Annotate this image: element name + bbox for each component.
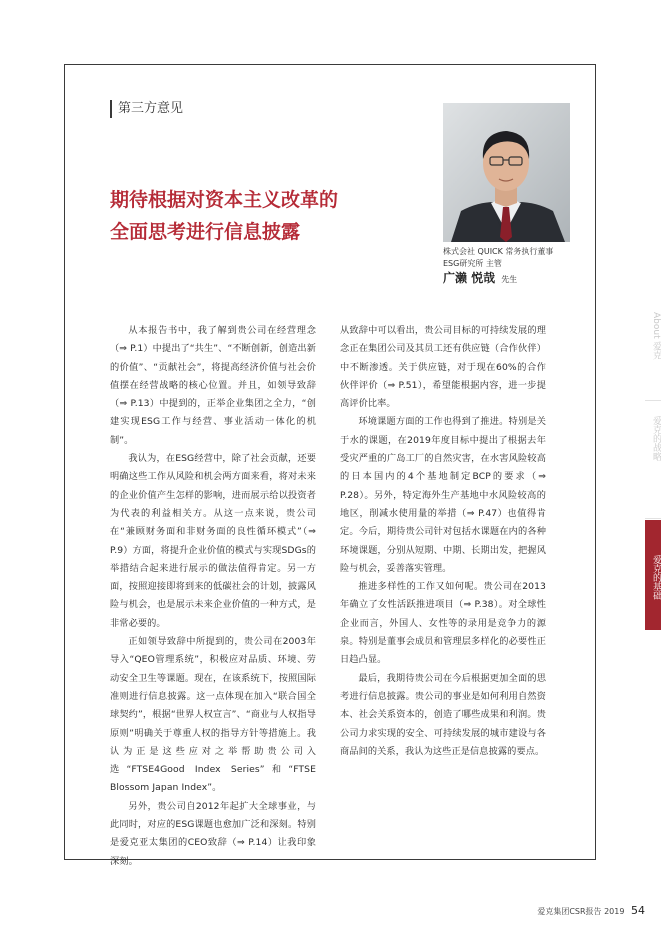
person-name-line [443,272,583,286]
honorific: 先生 [501,275,518,284]
paragraph: 另外，贵公司自2012年起扩大全球事业，与此同时，对应的ESG课题也愈加广泛和深刻。特别是爱克亚太集团的CEO致辞（⇒ P.14）让我印象深刻。 [110,800,316,867]
section-label: 第三方意见 [110,100,183,118]
portrait-illustration [443,103,570,242]
paragraph: 环境课题方面的工作也得到了推进。特别是关于水的课题，在2019年度目标中提出了根据去年受灾严重的广岛工厂的自然灾害，在水害风险较高的日本国内的4个基地制定BCP的要求（⇒ P.28）。另外，特定海外生产基地中水风险较高的地区，削减水使用量的举措（⇒ P.47）也值得肯定。今后，期待贵公司针对包括水课题在内的各种环境课题，分别从短期、中期、长期出发，把握风险与机会，妥善落实管理。 [340,416,546,574]
report-title: 爱克集团CSR报告 2019 [537,907,625,916]
person-caption [443,246,583,286]
paragraph: 从致辞中可以看出，贵公司目标的可持续发展的理念正在集团公司及其员工还有供应链（合作伙伴）中不断渗透。关于供应链，对于现在60%的合作伙伴评价（⇒ P.51），希望能根据内容，进一步提高评价比率。 [340,325,546,410]
headline-line-1: 期待根据对资本主义改革的 [110,189,339,211]
page-footer [537,904,645,917]
paragraph: 正如领导致辞中所提到的，贵公司在2003年导入“QEO管理系统”，积极应对品质、环境、劳动安全卫生等课题。现在，在该系统下，按照国际准则进行信息披露。这一点体现在加入“联合国全球契约”，根据“世界人权宣言”、“商业与人权指导原则”明确关于尊重人权的指导方针等措施上。我认为正是这些应对之举帮助贵公司入选“FTSE4Good Index Series”和“FTSE Blossom Japan Index”。 [110,636,316,794]
headline-line-2: 全面思考进行信息披露 [110,221,301,243]
paragraph: 最后，我期待贵公司在今后根据更加全面的思考进行信息披露。贵公司的事业是如何利用自然资本、社会关系资本的，创造了哪些成果和利润。贵公司力求实现的安全、可持续发展的城市建设与各商品间的关系，我认为这些正是信息披露的要点。 [340,672,546,757]
page-number: 54 [631,904,645,917]
paragraph: 推进多样性的工作又如何呢。贵公司在2013年确立了女性活跃推进项目（⇒ P.38）。对全球性企业而言，外国人、女性等的录用是竞争力的源泉。特别是董事会成员和管理层多样化的必要性正日趋凸显。 [340,581,546,666]
side-tab-about[interactable]: About 爱克 [651,312,661,360]
caption-title-line-2: ESG研究所 主管 [443,259,502,268]
side-tab-foundation[interactable]: 爱克的基础 [645,520,661,630]
left-column [110,322,316,871]
person-name: 广濑 悦哉 [443,271,496,285]
headline [110,184,410,248]
right-column [340,322,546,761]
side-tab-bar [645,290,661,630]
tab-divider [645,400,661,401]
paragraph: 从本报告书中，我了解到贵公司在经营理念（⇒ P.1）中提出了“共生”、“不断创新，创造出新的价值”、“贡献社会”，将提高经济价值与社会价值摆在经营战略的核心位置。并且，如领导致辞（⇒ P.13）中提到的，正举企业集团之全力，“创建实现ESG工作与经营、事业活动一体化的机制”。 [110,325,316,446]
portrait-photo [443,103,570,242]
side-tab-strategy[interactable]: 爱克的战略 [651,415,661,461]
caption-title-line-1: 株式会社 QUICK 常务执行董事 [443,247,554,256]
paragraph: 我认为，在ESG经营中，除了社会贡献，还要明确这些工作从风险和机会两方面来看，将对未来的企业价值产生怎样的影响，进而展示给以投资者为代表的利益相关方。从这一点来说，贵公司在“兼顾财务面和非财务面的良性循环模式”（⇒ P.9）方面，将提升企业价值的模式与实现SDGs的举措结合起来进行展示的做法值得肯定。另一方面，按照迎接即将到来的低碳社会的计划，披露风险与机会，也是展示未来企业价值的一种方式，是非常必要的。 [110,453,316,629]
tab-divider [645,518,661,519]
